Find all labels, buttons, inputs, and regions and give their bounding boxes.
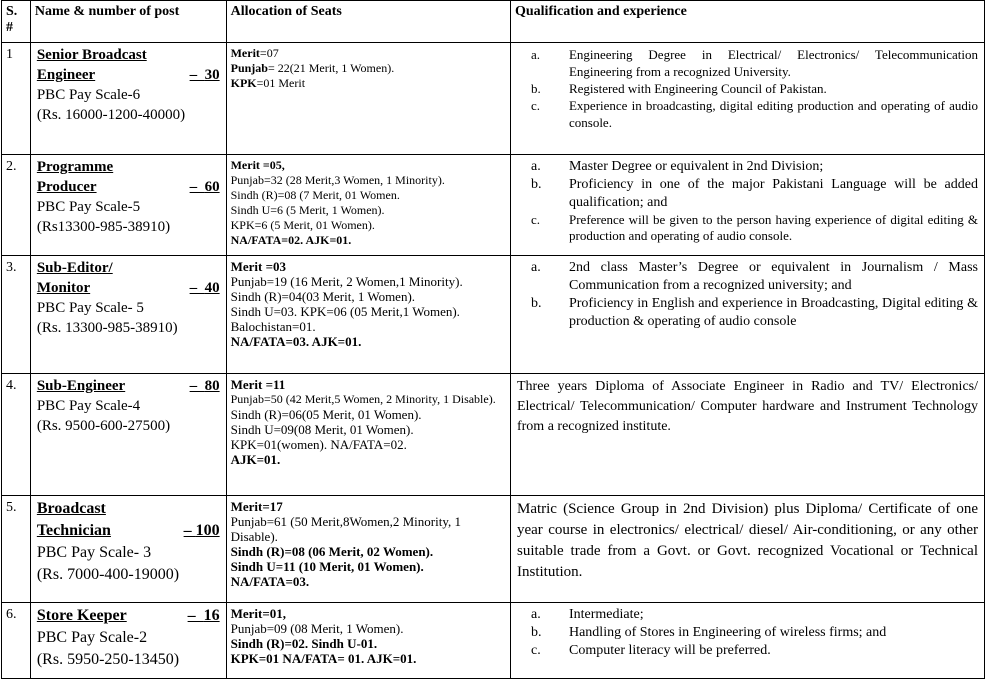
post-cell — [30, 374, 226, 496]
alloc-line: Sindh (R)=08 (06 Merit, 02 Women). — [230, 544, 434, 559]
table-row — [2, 43, 985, 155]
alloc-line: Punjab=50 (42 Merit,5 Women, 2 Minority, 1 Disable). — [230, 392, 496, 406]
alloc-line: AJK=01. — [230, 452, 281, 467]
alloc-line: Punjab=61 (50 Merit,8Women,2 Minority, 1 Disable). — [230, 514, 462, 544]
alloc-line: Merit=17 — [230, 499, 283, 514]
list-item: a. 2nd class Master’s Degree or equivalent in Journalism / Mass Communication from a recognized university; and — [530, 260, 978, 293]
alloc-line: Merit =11 — [230, 377, 286, 392]
post-title: Sub-Engineer — [36, 378, 126, 394]
alloc-line: KPK=6 (5 Merit, 01 Women). — [230, 218, 375, 232]
post-title: Producer — [36, 179, 97, 195]
pay-range: (Rs. 16000-1200-40000) — [36, 107, 186, 123]
table-row — [2, 374, 985, 496]
pay-range: (Rs. 9500-600-27500) — [36, 418, 171, 434]
alloc-line: Merit=07 — [230, 46, 279, 60]
row-sno: 4. — [2, 374, 31, 496]
alloc-line: KPK=01(women). NA/FATA=02. — [230, 437, 407, 452]
alloc-line: Sindh (R)=08 (7 Merit, 01 Women. — [230, 188, 400, 202]
post-title: Monitor — [36, 280, 91, 296]
table-row — [2, 256, 985, 374]
list-item: c. Preference will be given to the person having experience of digital editing & production and operating of audio console. — [530, 212, 978, 243]
header-allocation: Allocation of Seats — [226, 1, 510, 43]
post-title: Store Keeper — [36, 607, 127, 624]
list-item: a. Master Degree or equivalent in 2nd Division; — [530, 159, 824, 174]
list-item: b. Proficiency in one of the major Pakistani Language will be added qualification; and — [530, 177, 978, 210]
qualification-cell — [510, 374, 984, 496]
allocation-cell — [226, 256, 510, 374]
alloc-line: Sindh U=11 (10 Merit, 01 Women). — [230, 559, 424, 574]
alloc-line: Sindh (R)=04(03 Merit, 1 Women). — [230, 289, 416, 304]
post-cell — [30, 496, 226, 603]
list-item: a. Intermediate; — [530, 607, 644, 622]
qualification-cell — [510, 256, 984, 374]
pay-range: (Rs13300-985-38910) — [36, 219, 171, 235]
posts-table — [1, 0, 985, 679]
allocation-cell — [226, 603, 510, 679]
list-item: a. Engineering Degree in Electrical/ Electronics/ Telecommunication Engineering from a recognized University. — [530, 47, 978, 79]
post-count: – 60 — [189, 179, 220, 195]
alloc-line: NA/FATA=03. AJK=01. — [230, 334, 362, 349]
row-sno: 6. — [2, 603, 31, 679]
list-item: b. Registered with Engineering Council of Pakistan. — [530, 81, 827, 96]
post-cell — [30, 603, 226, 679]
row-sno: 3. — [2, 256, 31, 374]
list-item: c. Experience in broadcasting, digital editing production and operating of audio console. — [530, 98, 978, 130]
pay-range: (Rs. 5950-250-13450) — [36, 651, 180, 668]
header-sno: S. # — [2, 1, 31, 43]
row-sno: 2. — [2, 155, 31, 256]
pay-scale: PBC Pay Scale-4 — [36, 398, 141, 414]
qualification-text: Matric (Science Group in 2nd Division) plus Diploma/ Certificate of one year course in electronics/ electrical/ diesel/ Air-conditioning, or any other suitable trade from a Govt. or Govt. recognized Vocational or Technical Institution. — [516, 501, 978, 580]
alloc-line: Sindh U=03. KPK=06 (05 Merit,1 Women). Balochistan=01. — [230, 304, 460, 334]
post-count: – 100 — [183, 522, 220, 539]
alloc-line: Sindh U=09(08 Merit, 01 Women). — [230, 422, 414, 437]
alloc-line: Merit =05, — [230, 158, 285, 172]
qualification-text: Three years Diploma of Associate Engineer in Radio and TV/ Electronics/ Electrical/ Telecommunication/ Computer hardware and Instrument Technology from a recognized institute. — [516, 379, 978, 434]
alloc-line: Punjab=19 (16 Merit, 2 Women,1 Minority). — [230, 274, 463, 289]
qualification-cell — [510, 43, 984, 155]
post-cell — [30, 155, 226, 256]
post-title: Technician — [36, 522, 111, 539]
pay-scale: PBC Pay Scale- 5 — [36, 300, 144, 316]
pay-scale: PBC Pay Scale-6 — [36, 87, 141, 103]
alloc-line: NA/FATA=03. — [230, 574, 310, 589]
list-item: c. Computer literacy will be preferred. — [530, 643, 771, 658]
qualification-cell — [510, 155, 984, 256]
alloc-line: Merit =03 — [230, 259, 287, 274]
post-count: – 80 — [189, 378, 220, 394]
pay-range: (Rs. 13300-985-38910) — [36, 320, 178, 336]
alloc-line: Punjab= 22(21 Merit, 1 Women). — [230, 61, 395, 75]
post-cell — [30, 43, 226, 155]
alloc-line: Sindh (R)=02. Sindh U-01. — [230, 636, 378, 651]
alloc-line: NA/FATA=02. AJK=01. — [230, 233, 352, 247]
alloc-line: KPK=01 Merit — [230, 76, 306, 90]
table-row — [2, 496, 985, 603]
allocation-cell — [226, 374, 510, 496]
table-row — [2, 155, 985, 256]
alloc-line: Punjab=09 (08 Merit, 1 Women). — [230, 621, 404, 636]
allocation-cell — [226, 155, 510, 256]
pay-scale: PBC Pay Scale- 3 — [36, 544, 152, 561]
post-title: Sub-Editor/ — [36, 260, 113, 276]
alloc-line: Merit=01, — [230, 606, 287, 621]
post-title: Senior Broadcast — [36, 47, 147, 63]
alloc-line: Sindh (R)=06(05 Merit, 01 Women). — [230, 407, 422, 422]
pay-scale: PBC Pay Scale-5 — [36, 199, 141, 215]
row-sno: 1 — [2, 43, 31, 155]
post-title: Engineer — [36, 67, 96, 83]
header-name: Name & number of post — [30, 1, 226, 43]
post-count: – 30 — [189, 67, 220, 83]
post-cell — [30, 256, 226, 374]
allocation-cell — [226, 43, 510, 155]
qualification-cell — [510, 496, 984, 603]
qualification-cell — [510, 603, 984, 679]
pay-scale: PBC Pay Scale-2 — [36, 629, 148, 646]
post-count: – 40 — [189, 280, 220, 296]
alloc-line: Punjab=32 (28 Merit,3 Women, 1 Minority). — [230, 173, 445, 187]
header-row — [2, 1, 985, 43]
alloc-line: Sindh U=6 (5 Merit, 1 Women). — [230, 203, 385, 217]
header-qualification: Qualification and experience — [510, 1, 984, 43]
list-item: b. Proficiency in English and experience in Broadcasting, Digital editing & production & operating of audio console — [530, 296, 978, 329]
post-title: Programme — [36, 159, 114, 175]
post-title: Broadcast — [36, 500, 106, 517]
post-count: – 16 — [187, 607, 220, 624]
table-row — [2, 603, 985, 679]
list-item: b. Handling of Stores in Engineering of wireless firms; and — [530, 625, 887, 640]
pay-range: (Rs. 7000-400-19000) — [36, 566, 180, 583]
alloc-line: KPK=01 NA/FATA= 01. AJK=01. — [230, 651, 417, 666]
allocation-cell — [226, 496, 510, 603]
row-sno: 5. — [2, 496, 31, 603]
